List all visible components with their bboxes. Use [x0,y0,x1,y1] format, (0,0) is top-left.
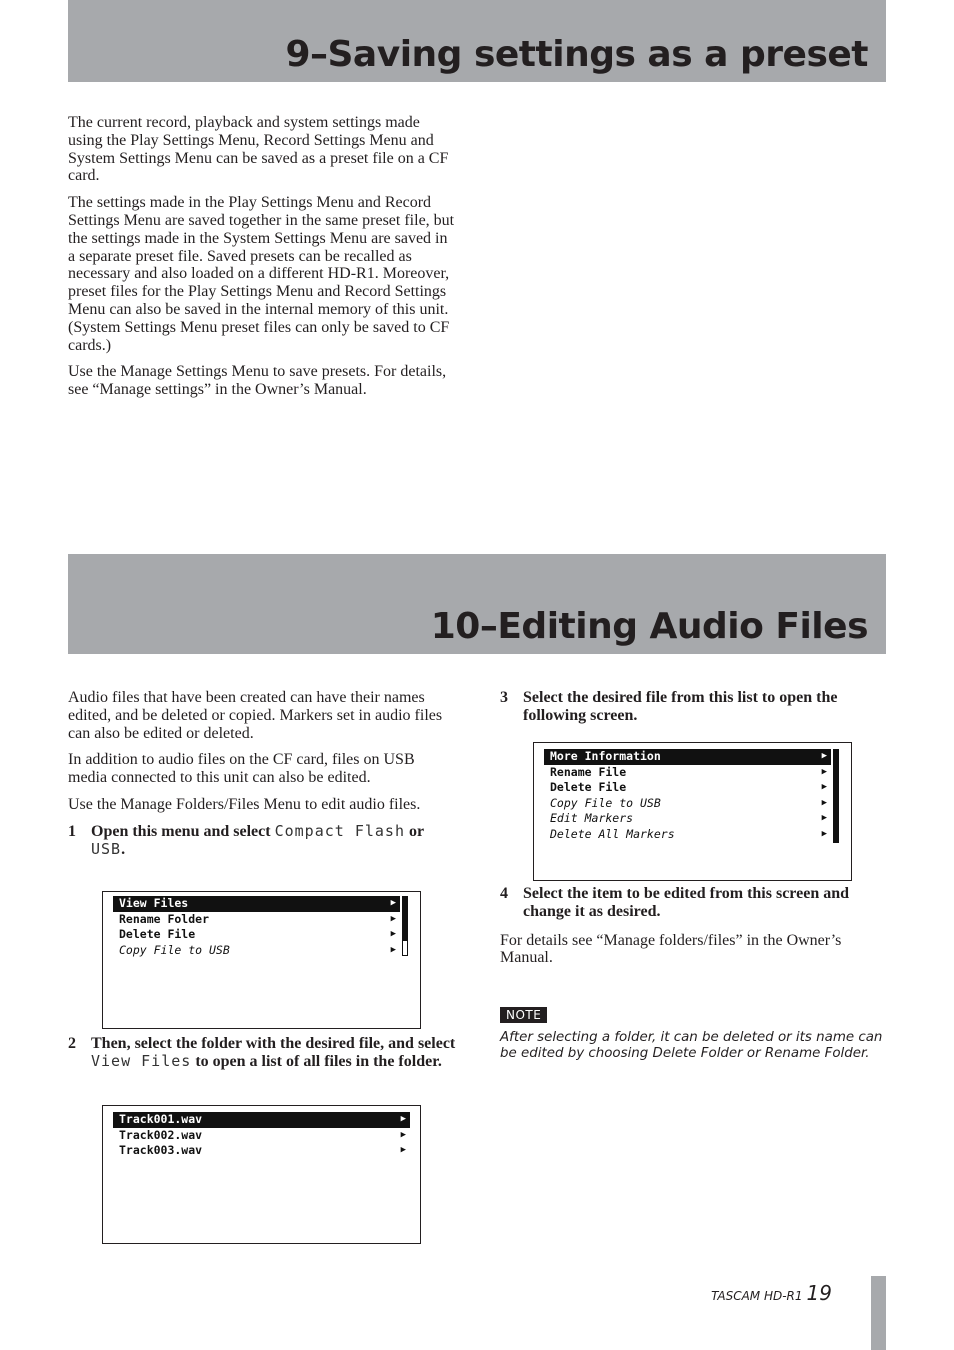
step-text: or [404,822,424,840]
arrow-right-icon: ▶ [390,898,396,908]
arrow-right-icon: ▶ [390,929,396,940]
arrow-right-icon: ▶ [821,782,827,793]
section-10-banner [68,554,886,654]
menu-item-delete-all-markers[interactable] [544,827,831,843]
code-view-files: View Files [91,1051,192,1070]
arrow-right-icon: ▶ [821,813,827,824]
paragraph: Use the Manage Folders/Files Menu to edit audio files. [68,795,421,813]
paragraph: The current record, playback and system settings made using the Play Settings Menu, Record Settings Menu and System Settings Menu can be saved as a preset file on a CF card. [68,114,449,185]
step-2 [68,1035,456,1071]
step-4-block [500,885,886,976]
step-number: 2 [68,1035,76,1052]
menu-item-label: Delete All Markers [550,826,675,841]
step-text: Then, select the folder with the desired file, and select [91,1035,456,1052]
file-list-menu [113,1112,410,1159]
lcd-screen-folder-menu [102,891,421,1029]
lcd-screen-file-list [102,1105,421,1244]
step-text: Select the desired file from this list to open the following screen. [523,689,838,724]
lcd-screen-file-menu [533,742,852,881]
menu-item-label: Delete File [550,780,627,795]
step-text: Open this menu and select [91,822,275,840]
menu-item-copy-file-to-usb[interactable] [544,796,831,812]
step-number: 3 [500,689,508,706]
page-number: 19 [806,1281,832,1305]
step-text: . [121,840,126,858]
menu-item-rename-folder[interactable] [113,912,400,928]
section-9-body [68,114,458,408]
menu-item-label: Copy File to USB [119,942,230,957]
details-paragraph: For details see “Manage folders/files” in the Owner’s Manual. [500,931,842,967]
step-4 [500,885,886,921]
step-text: to open a list of all files in the folder. [191,1052,442,1070]
menu-item-more-information[interactable] [544,749,831,765]
menu-item-label: Edit Markers [550,811,634,826]
menu-item-label: Rename Folder [119,911,210,926]
step-number: 4 [500,885,508,902]
step-number: 1 [68,822,76,840]
menu-item-label: Rename File [550,764,627,779]
step-3 [500,689,886,725]
file-item[interactable] [113,1128,410,1144]
menu-item-delete-file[interactable] [113,927,400,943]
file-item[interactable] [113,1143,410,1159]
menu-item-edit-markers[interactable] [544,811,831,827]
footer-brand: TASCAM HD-R1 [711,1289,803,1303]
arrow-right-icon: ▶ [821,751,827,761]
menu-item-copy-file-to-usb[interactable] [113,943,400,959]
arrow-right-icon: ▶ [390,944,396,955]
section-10-title: 10–Editing Audio Files [430,606,868,647]
step-text: Select the item to be edited from this screen and change it as desired. [523,885,850,920]
arrow-right-icon: ▶ [400,1114,406,1124]
arrow-right-icon: ▶ [821,766,827,777]
step-2-block [68,1035,456,1080]
menu-item-delete-file[interactable] [544,780,831,796]
step-1 [68,823,456,859]
paragraph: Use the Manage Settings Menu to save presets. For details, see “Manage settings” in the Owner’s Manual. [68,363,447,399]
menu-item-label: Track002.wav [119,1127,203,1142]
paragraph: The settings made in the Play Settings Menu and Record Settings Menu are saved together in the same preset file, but the settings made in the System Settings Menu are saved in a separate preset file. Saved presets can be recalled as necessary and also loaded on a different HD-R1. Moreover, preset files for the Play Settings Menu and Record Settings Menu can also be saved in the internal memory of this unit. (System Settings Menu preset files can only be saved to CF cards.) [68,194,455,354]
scrollbar-thumb[interactable] [834,750,838,842]
file-menu [544,749,831,843]
arrow-right-icon: ▶ [400,1145,406,1156]
menu-item-view-files[interactable] [113,896,400,912]
section-9-banner [68,0,886,82]
file-item[interactable] [113,1112,410,1128]
scrollbar-thumb[interactable] [403,897,407,941]
section-9-title: 9–Saving settings as a preset [285,34,868,75]
code-compact-flash: Compact Flash [274,821,405,840]
menu-item-rename-file[interactable] [544,765,831,781]
paragraph: Audio files that have been created can have their names edited, and be deleted or copied. Markers set in audio files can also be edited or deleted. [68,689,443,742]
note-text: After selecting a folder, it can be deleted or its name can be edited by choosing Delete Folder or Rename Folder. [500,1030,883,1061]
menu-item-label: More Information [550,749,661,763]
page-footer [711,1281,832,1305]
step-3-block [500,689,886,734]
section-10-left-column [68,689,456,867]
arrow-right-icon: ▶ [400,1129,406,1140]
arrow-right-icon: ▶ [821,828,827,839]
menu-item-label: Track003.wav [119,1143,203,1158]
note-label: NOTE [500,1007,547,1023]
scrollbar[interactable] [833,749,839,843]
menu-item-label: View Files [119,896,189,910]
code-usb: USB [91,839,122,858]
menu-item-label: Copy File to USB [550,795,661,810]
menu-item-label: Track001.wav [119,1112,203,1126]
menu-item-label: Delete File [119,927,196,942]
paragraph: In addition to audio files on the CF card, files on USB media connected to this unit can also be edited. [68,751,415,787]
scrollbar[interactable] [402,896,408,956]
folder-menu [113,896,400,958]
footer-tab-bar [871,1276,886,1350]
arrow-right-icon: ▶ [821,797,827,808]
arrow-right-icon: ▶ [390,913,396,924]
